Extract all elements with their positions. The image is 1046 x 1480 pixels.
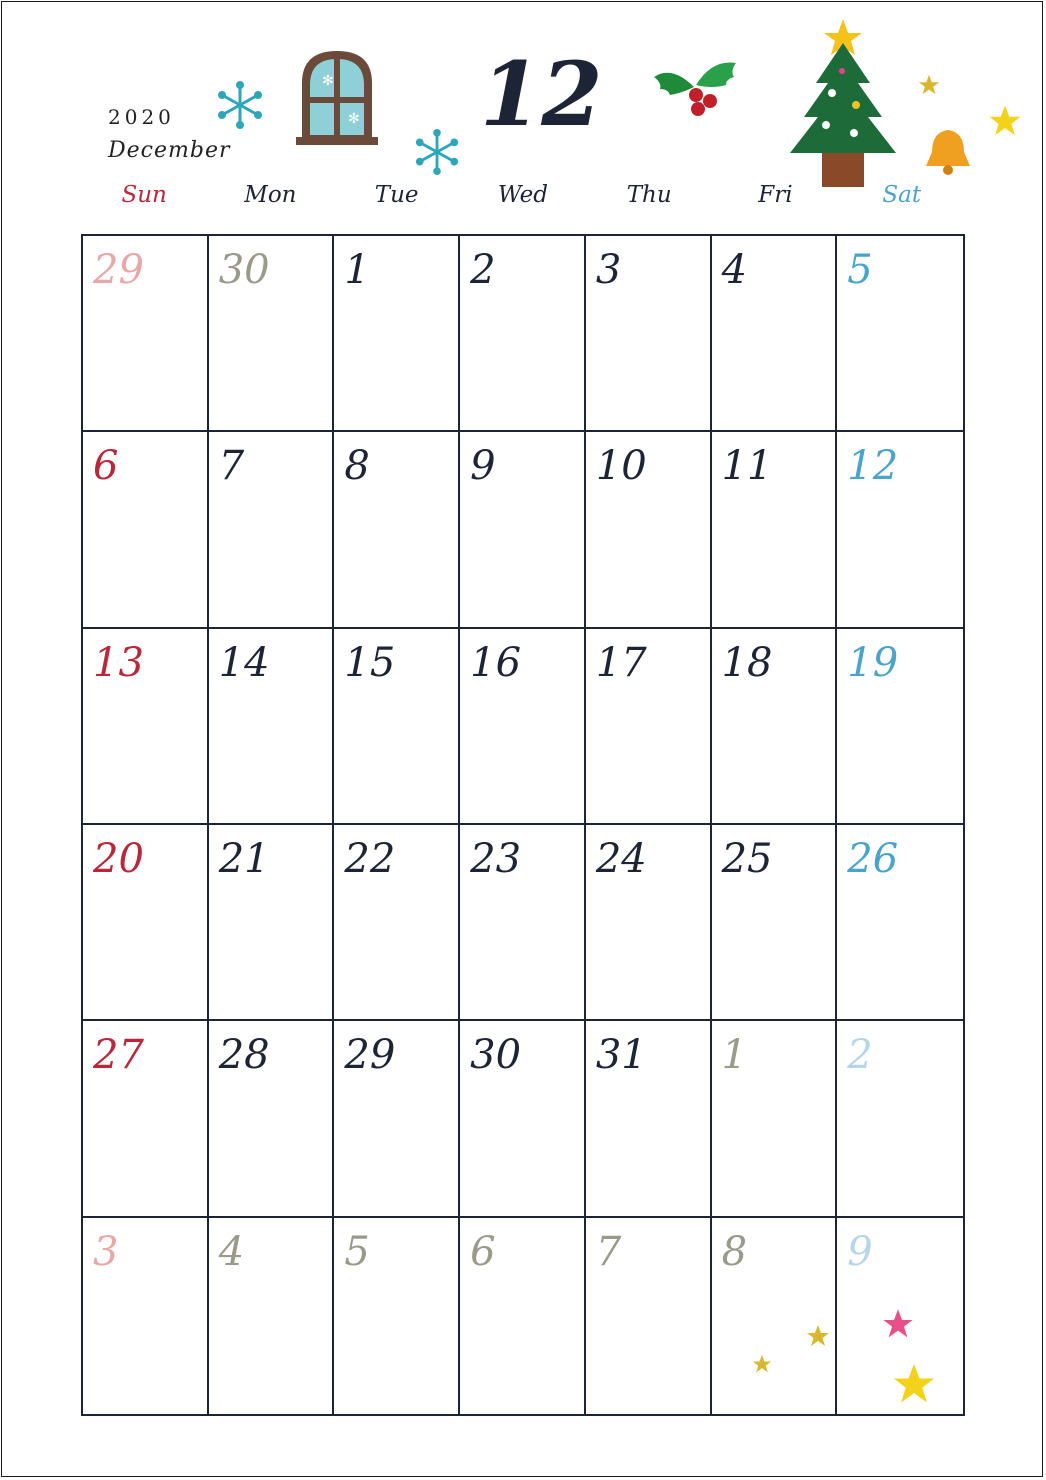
day-cell xyxy=(460,825,586,1021)
day-number: 8 xyxy=(344,443,370,490)
day-number: 6 xyxy=(93,443,119,490)
day-cell xyxy=(712,1218,838,1414)
day-number: 17 xyxy=(595,639,647,686)
weekday-sat: Sat xyxy=(882,182,922,208)
day-cell xyxy=(83,1021,209,1217)
day-cell xyxy=(837,432,963,628)
day-cell xyxy=(712,432,838,628)
day-number: 21 xyxy=(218,835,270,882)
day-cell xyxy=(209,1218,335,1414)
day-number: 28 xyxy=(218,1032,270,1079)
star-icon xyxy=(988,104,1022,138)
snowflake-icon xyxy=(215,80,265,130)
day-cell xyxy=(837,629,963,825)
weekday-sun: Sun xyxy=(121,182,167,208)
weekday-tue: Tue xyxy=(374,182,419,208)
day-number: 7 xyxy=(218,443,245,490)
day-number: 12 xyxy=(847,443,899,490)
calendar-grid xyxy=(81,234,965,1416)
day-number: 18 xyxy=(721,639,773,686)
weekday-wed: Wed xyxy=(497,182,548,208)
day-number: 3 xyxy=(595,247,622,293)
star-icon xyxy=(918,74,940,96)
day-cell xyxy=(83,825,209,1021)
day-number: 22 xyxy=(344,835,396,882)
day-cell xyxy=(460,432,586,628)
day-cell xyxy=(837,236,963,432)
day-cell xyxy=(209,825,335,1021)
day-number: 14 xyxy=(218,639,270,686)
weekday-thu: Thu xyxy=(626,182,672,208)
day-number: 6 xyxy=(470,1228,496,1275)
day-number: 27 xyxy=(93,1032,144,1079)
day-number: 13 xyxy=(93,639,144,686)
day-cell xyxy=(586,629,712,825)
day-cell xyxy=(837,1218,963,1414)
day-cell xyxy=(209,432,335,628)
day-cell xyxy=(334,1218,460,1414)
day-cell xyxy=(586,1218,712,1414)
day-number: 30 xyxy=(218,247,270,293)
day-number: 9 xyxy=(470,443,496,490)
day-cell xyxy=(334,1021,460,1217)
day-number: 29 xyxy=(344,1032,396,1079)
day-cell xyxy=(460,236,586,432)
day-cell xyxy=(209,629,335,825)
day-number: 2 xyxy=(847,1032,873,1079)
day-number: 4 xyxy=(721,247,748,293)
day-number: 20 xyxy=(93,835,144,882)
day-cell xyxy=(712,629,838,825)
day-cell xyxy=(83,629,209,825)
day-number: 8 xyxy=(721,1228,748,1275)
day-cell xyxy=(83,432,209,628)
day-cell xyxy=(586,1021,712,1217)
day-number: 15 xyxy=(344,639,396,686)
day-cell xyxy=(334,825,460,1021)
day-number: 7 xyxy=(595,1228,622,1275)
year-label: 2020 xyxy=(108,105,175,129)
day-cell xyxy=(712,236,838,432)
day-number: 1 xyxy=(344,247,370,293)
day-cell xyxy=(83,1218,209,1414)
day-number: 16 xyxy=(470,639,522,686)
day-number: 2 xyxy=(470,247,496,293)
day-cell xyxy=(837,825,963,1021)
holly-icon xyxy=(652,55,738,121)
month-name: December xyxy=(108,138,231,163)
window-icon xyxy=(294,45,380,150)
day-number: 26 xyxy=(847,835,899,882)
snowflake-icon xyxy=(413,128,461,176)
day-number: 24 xyxy=(595,835,647,882)
day-cell xyxy=(460,1218,586,1414)
day-cell xyxy=(334,432,460,628)
weekday-header xyxy=(81,182,965,216)
day-cell xyxy=(586,432,712,628)
day-number: 10 xyxy=(595,443,647,490)
day-number: 5 xyxy=(344,1228,370,1275)
day-number: 3 xyxy=(93,1228,119,1275)
day-cell xyxy=(334,236,460,432)
day-cell xyxy=(209,1021,335,1217)
weekday-mon: Mon xyxy=(244,182,297,208)
day-number: 25 xyxy=(721,835,773,882)
day-cell xyxy=(837,1021,963,1217)
day-number: 9 xyxy=(847,1228,873,1275)
day-cell xyxy=(83,236,209,432)
day-number: 31 xyxy=(595,1032,647,1079)
svg-text:✻: ✻ xyxy=(348,111,360,127)
day-number: 4 xyxy=(218,1228,245,1275)
day-cell xyxy=(712,1021,838,1217)
bell-icon xyxy=(922,126,974,176)
day-cell xyxy=(334,629,460,825)
weekday-fri: Fri xyxy=(758,182,793,208)
day-cell xyxy=(460,1021,586,1217)
day-number: 19 xyxy=(847,639,899,686)
day-cell xyxy=(712,825,838,1021)
day-cell xyxy=(460,629,586,825)
day-cell xyxy=(209,236,335,432)
day-cell xyxy=(586,236,712,432)
day-number: 23 xyxy=(470,835,522,882)
day-number: 5 xyxy=(847,247,873,293)
day-cell xyxy=(586,825,712,1021)
month-number: 12 xyxy=(480,42,603,146)
day-number: 11 xyxy=(721,443,773,490)
svg-text:✻: ✻ xyxy=(322,73,334,89)
day-number: 1 xyxy=(721,1032,748,1079)
day-number: 29 xyxy=(93,247,144,293)
day-number: 30 xyxy=(470,1032,522,1079)
christmas-tree-icon xyxy=(786,13,901,191)
